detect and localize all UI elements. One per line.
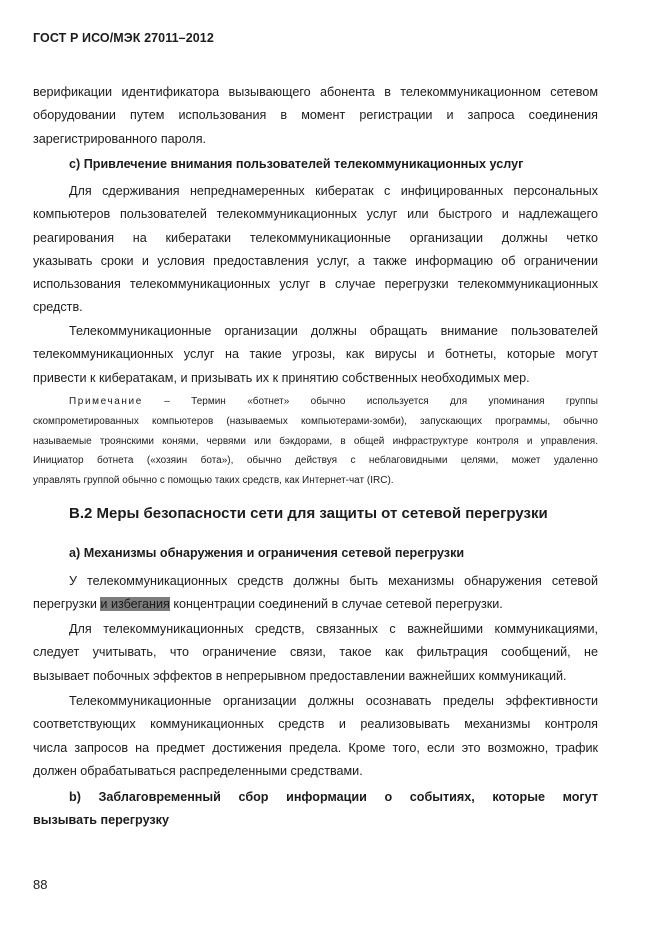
page-number: 88 xyxy=(33,877,48,892)
text-segment: концентрации соединений в случае сетевой перегрузки. xyxy=(169,597,503,612)
note-block xyxy=(33,392,598,491)
text-line: следует учитывать, что ограничение связи, такое как фильтрация сообщений, не xyxy=(33,645,598,660)
text-line xyxy=(33,593,598,616)
text-segment: перегрузки xyxy=(33,597,101,612)
text-line: вызывать перегрузку xyxy=(33,813,169,828)
text-line: верификации идентификатора вызывающего абонента в телекоммуникационном сетевом xyxy=(33,85,598,99)
text-line: компьютеров пользователей телекоммуникационных услуг или быстрого и надлежащего xyxy=(33,207,598,222)
subsection-a-paragraph-2 xyxy=(33,618,598,688)
text-line: оборудовании путем использования в момент регистрации и запроса соединения xyxy=(33,108,598,123)
document-header: ГОСТ Р ИСО/МЭК 27011–2012 xyxy=(33,31,214,45)
text-line: вызывает побочных эффектов в непрерывном предоставлении важнейших коммуникаций. xyxy=(33,668,567,683)
text-line: зарегистрированного пароля. xyxy=(33,131,207,146)
text-line: У телекоммуникационных средств должны быть механизмы обнаружения сетевой xyxy=(69,574,598,588)
text-line: должен обрабатываться распределенными средствами. xyxy=(33,763,363,778)
section-c-heading: с) Привлечение внимания пользователей телекоммуникационных услуг xyxy=(69,157,524,171)
text-line: Для телекоммуникационных средств, связанных с важнейшими коммуникациями, xyxy=(69,622,598,636)
subsection-b-heading xyxy=(33,786,598,833)
text-line: привести к кибератакам, и призывать их к принятию собственных необходимых мер. xyxy=(33,370,530,385)
note-line: Инициатор ботнета («хозяин бота»), обычно действуя с неблаговидными целями, может удаленно xyxy=(33,455,598,467)
note-line xyxy=(33,392,598,412)
subsection-a-heading: а) Механизмы обнаружения и ограничения сетевой перегрузки xyxy=(69,546,465,560)
section-b2-title: В.2 Меры безопасности сети для защиты от сетевой перегрузки xyxy=(69,505,548,522)
section-c-paragraph-2 xyxy=(33,320,598,390)
text-line: использования телекоммуникационных услуг в случае перегрузки телекоммуникационных xyxy=(33,277,598,292)
text-line: средств. xyxy=(33,300,83,315)
text-line: реагирования на кибератаки телекоммуникационные организации должны четко xyxy=(33,230,598,245)
subsection-a-paragraph-3 xyxy=(33,690,598,783)
intro-paragraph xyxy=(33,81,598,151)
text-line: b) Заблаговременный сбор информации о событиях, которые могут xyxy=(69,790,598,804)
section-c-paragraph-1 xyxy=(33,180,598,320)
text-line: Для сдерживания непреднамеренных кибератак с инфицированных персональных xyxy=(69,184,598,198)
text-line: соответствующих коммуникационных средств и реализовывать механизмы контроля xyxy=(33,717,598,732)
note-text: – Термин «ботнет» обычно используется для упоминания группы xyxy=(142,396,598,407)
text-line: числа запросов на предмет достижения предела. Кроме того, если это возможно, трафик xyxy=(33,740,598,755)
note-line: управлять группой обычно с помощью таких средств, как Интернет-чат (IRC). xyxy=(33,475,394,487)
subsection-a-paragraph-1 xyxy=(33,570,598,617)
highlighted-text: и избегания xyxy=(100,597,170,612)
note-line: скомпрометированных компьютеров (называемых компьютерами-зомби), запускающих программы, обычно xyxy=(33,415,598,427)
text-line: Телекоммуникационные организации должны осознавать пределы эффективности xyxy=(69,694,598,708)
text-line: телекоммуникационных услуг на такие угрозы, как вирусы и ботнеты, которые могут xyxy=(33,347,598,362)
note-label: Примечание xyxy=(69,396,143,407)
text-line: указывать сроки и условия предоставления услуг, а также информацию об ограничении xyxy=(33,253,598,268)
note-line: называемые троянскими конями, червями или бэкдорами, в общей инфраструктуре контроля и управления. xyxy=(33,435,598,447)
text-line: Телекоммуникационные организации должны обращать внимание пользователей xyxy=(69,324,598,338)
